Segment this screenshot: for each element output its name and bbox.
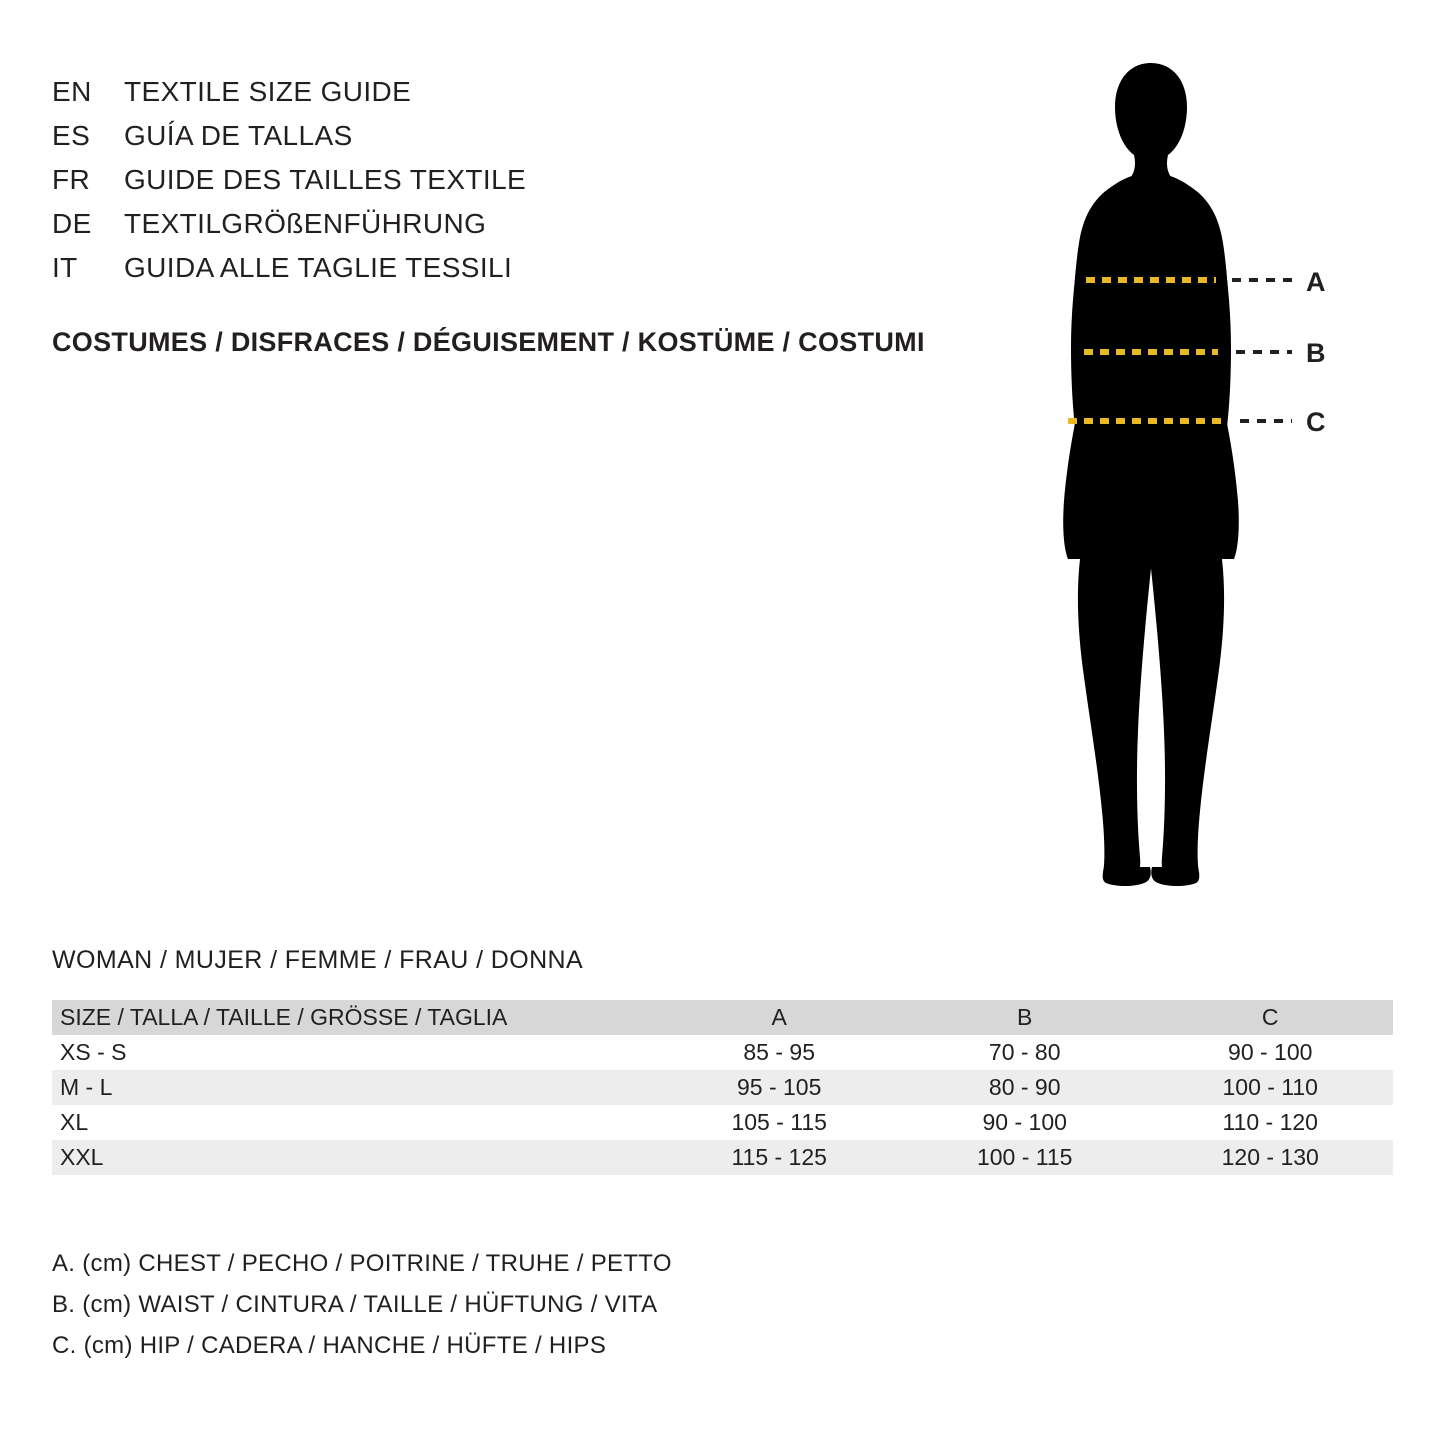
cell-c: 110 - 120 xyxy=(1222,1109,1318,1135)
cell-size: M - L xyxy=(60,1074,113,1100)
legend-item-b: B. (cm) WAIST / CINTURA / TAILLE / HÜFTUNG / VITA xyxy=(52,1291,658,1318)
category-heading: COSTUMES / DISFRACES / DÉGUISEMENT / KOSTÜME / COSTUMI xyxy=(52,327,925,357)
table-section-title: WOMAN / MUJER / FEMME / FRAU / DONNA xyxy=(52,946,584,974)
language-title: GUIDA ALLE TAGLIE TESSILI xyxy=(124,252,513,283)
marker-label-b: B xyxy=(1306,338,1326,368)
column-header-c: C xyxy=(1261,1004,1279,1030)
size-table xyxy=(52,1000,1393,1175)
table-row xyxy=(52,1070,1393,1105)
language-code: IT xyxy=(52,252,78,283)
language-code: EN xyxy=(52,76,92,107)
column-header-a: A xyxy=(771,1004,787,1030)
language-title: TEXTILGRÖßENFÜHRUNG xyxy=(124,208,487,239)
cell-c: 120 - 130 xyxy=(1221,1144,1319,1170)
language-code: ES xyxy=(52,120,91,151)
legend-item-c: C. (cm) HIP / CADERA / HANCHE / HÜFTE / HIPS xyxy=(52,1332,607,1359)
cell-c: 90 - 100 xyxy=(1228,1039,1313,1065)
cell-a: 105 - 115 xyxy=(731,1109,827,1135)
language-list xyxy=(52,70,1002,290)
language-row xyxy=(52,114,1002,158)
language-title: GUIDE DES TAILLES TEXTILE xyxy=(124,164,527,195)
cell-b: 90 - 100 xyxy=(982,1109,1067,1135)
language-title: TEXTILE SIZE GUIDE xyxy=(124,76,412,107)
table-header-row xyxy=(52,1000,1393,1035)
cell-a: 95 - 105 xyxy=(736,1074,822,1100)
cell-b: 70 - 80 xyxy=(988,1039,1061,1065)
silhouette-svg xyxy=(1000,55,1400,895)
marker-label-a: A xyxy=(1306,267,1326,297)
table-row xyxy=(52,1105,1393,1140)
cell-b: 100 - 115 xyxy=(976,1144,1073,1170)
cell-size: XL xyxy=(60,1109,89,1135)
language-title: GUÍA DE TALLAS xyxy=(124,120,353,151)
language-code: DE xyxy=(52,208,92,239)
cell-a: 85 - 95 xyxy=(743,1039,815,1065)
cell-a: 115 - 125 xyxy=(731,1144,827,1170)
column-header-b: B xyxy=(1017,1004,1033,1030)
language-row xyxy=(52,158,1002,202)
legend-item-a: A. (cm) CHEST / PECHO / POITRINE / TRUHE / PETTO xyxy=(52,1250,672,1277)
woman-silhouette-figure xyxy=(1000,55,1400,895)
cell-size: XS - S xyxy=(60,1039,127,1065)
cell-size: XXL xyxy=(60,1144,104,1170)
language-row xyxy=(52,70,1002,114)
table-row xyxy=(52,1035,1393,1070)
column-header-size: SIZE / TALLA / TAILLE / GRÖSSE / TAGLIA xyxy=(60,1004,508,1030)
cell-c: 100 - 110 xyxy=(1222,1074,1318,1100)
measurement-legend xyxy=(52,1243,672,1366)
marker-label-c: C xyxy=(1306,407,1326,437)
language-row xyxy=(52,202,1002,246)
cell-b: 80 - 90 xyxy=(988,1074,1061,1100)
language-code: FR xyxy=(52,164,91,195)
table-row xyxy=(52,1140,1393,1175)
language-row xyxy=(52,246,1002,290)
